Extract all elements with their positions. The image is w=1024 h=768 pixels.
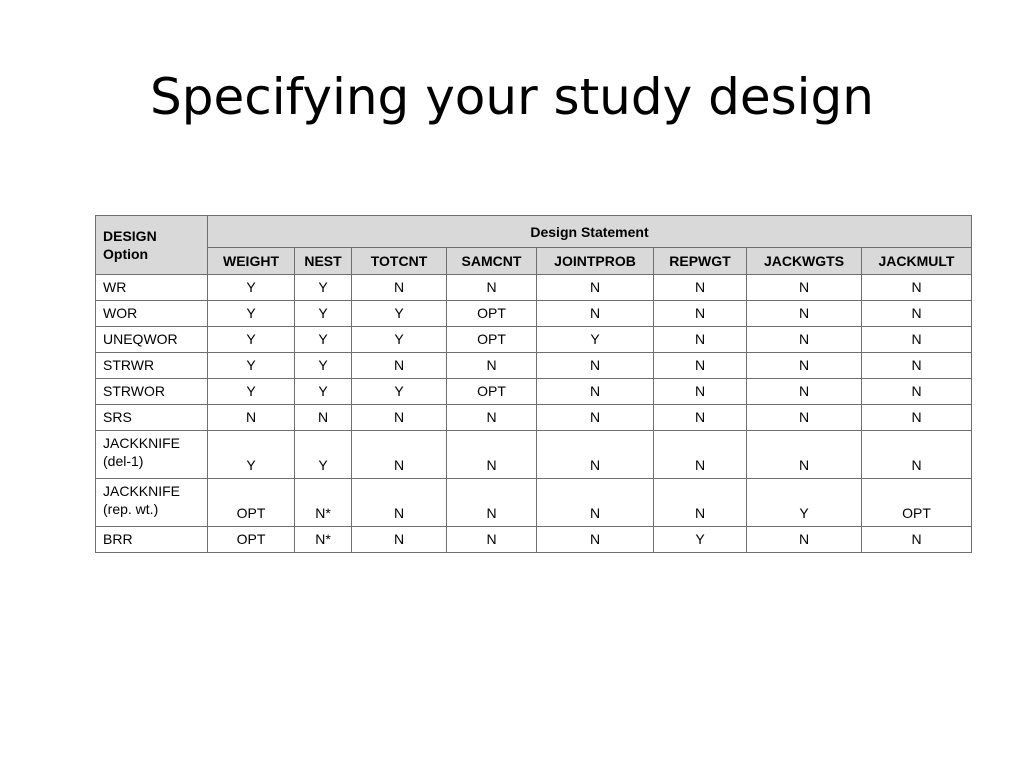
table-cell: N* — [295, 479, 352, 527]
table-cell: N — [654, 431, 747, 479]
header-group-row — [96, 216, 972, 248]
table-cell: Y — [537, 327, 654, 353]
table-cell: N — [447, 431, 537, 479]
row-label — [96, 275, 208, 301]
row-label-line: BRR — [103, 531, 133, 547]
table-cell: Y — [352, 327, 447, 353]
table-row — [96, 405, 972, 431]
table-cell: OPT — [208, 527, 295, 553]
table-cell: N — [654, 275, 747, 301]
table-cell: Y — [747, 479, 862, 527]
column-header-jackmult: JACKMULT — [862, 248, 972, 275]
table-header — [96, 216, 972, 275]
table-cell: N — [295, 405, 352, 431]
table-cell: N — [747, 379, 862, 405]
table-cell: OPT — [862, 479, 972, 527]
table-cell: N — [537, 353, 654, 379]
table-cell: N — [747, 327, 862, 353]
table-cell: N — [447, 405, 537, 431]
table-row — [96, 327, 972, 353]
slide-title: Specifying your study design — [150, 68, 874, 126]
design-statement-header: Design Statement — [208, 216, 972, 248]
table-cell: Y — [208, 327, 295, 353]
column-header-totcnt: TOTCNT — [352, 248, 447, 275]
table-cell: N — [537, 405, 654, 431]
table-cell: N — [352, 275, 447, 301]
table-cell: Y — [295, 327, 352, 353]
table-body — [96, 275, 972, 553]
column-header-nest: NEST — [295, 248, 352, 275]
table-cell: N — [654, 479, 747, 527]
row-label-line: JACKKNIFE — [103, 435, 181, 451]
table-cell: Y — [654, 527, 747, 553]
table-cell: N — [862, 353, 972, 379]
table-cell: Y — [208, 379, 295, 405]
table-row — [96, 275, 972, 301]
table-cell: N — [862, 431, 972, 479]
table-cell: Y — [208, 301, 295, 327]
row-label — [96, 353, 208, 379]
row-label-line: (del-1) — [103, 453, 144, 469]
column-header-jackwgts: JACKWGTS — [747, 248, 862, 275]
row-label — [96, 379, 208, 405]
row-label — [96, 327, 208, 353]
table-cell: N — [862, 275, 972, 301]
table-cell: N — [447, 527, 537, 553]
table-cell: Y — [295, 379, 352, 405]
row-label-line: SRS — [103, 409, 132, 425]
table-row — [96, 379, 972, 405]
table-cell: N — [537, 479, 654, 527]
row-label — [96, 431, 208, 479]
table-cell: N — [537, 379, 654, 405]
row-label-line: JACKKNIFE — [103, 483, 181, 499]
table-cell: N — [447, 275, 537, 301]
table-cell: N — [352, 405, 447, 431]
row-label-line: WOR — [103, 305, 138, 321]
table-cell: N — [352, 527, 447, 553]
column-header-row — [96, 248, 972, 275]
table-cell: N — [537, 301, 654, 327]
table-cell: N — [654, 301, 747, 327]
table-cell: Y — [352, 301, 447, 327]
table-cell: N — [747, 431, 862, 479]
table-row — [96, 527, 972, 553]
row-label — [96, 479, 208, 527]
column-header-samcnt: SAMCNT — [447, 248, 537, 275]
table-cell: N — [862, 327, 972, 353]
corner-header-line: Option — [103, 246, 149, 262]
table-cell: N — [747, 275, 862, 301]
table-cell: Y — [208, 431, 295, 479]
row-label — [96, 527, 208, 553]
table-cell: Y — [208, 275, 295, 301]
table-cell: N — [537, 527, 654, 553]
table-cell: N — [862, 301, 972, 327]
table-row — [96, 431, 972, 479]
column-header-weight: WEIGHT — [208, 248, 295, 275]
table-cell: N — [747, 353, 862, 379]
row-label-line: WR — [103, 279, 127, 295]
column-header-repwgt: REPWGT — [654, 248, 747, 275]
table-cell: Y — [295, 301, 352, 327]
table-cell: N — [654, 327, 747, 353]
row-label-line: STRWOR — [103, 383, 165, 399]
table-cell: N — [208, 405, 295, 431]
table-cell: N — [352, 479, 447, 527]
table-cell: OPT — [208, 479, 295, 527]
table-cell: N — [654, 405, 747, 431]
row-label-line: UNEQWOR — [103, 331, 178, 347]
row-label-line: (rep. wt.) — [103, 501, 159, 517]
table-cell: N — [862, 527, 972, 553]
row-label — [96, 405, 208, 431]
table-cell: N — [654, 379, 747, 405]
table-cell: N — [537, 431, 654, 479]
table-cell: N — [352, 353, 447, 379]
design-options-table — [95, 215, 972, 553]
table-cell: N — [747, 405, 862, 431]
table-cell: N — [654, 353, 747, 379]
corner-header — [96, 216, 208, 275]
table-cell: OPT — [447, 301, 537, 327]
table-cell: N — [447, 479, 537, 527]
table-cell: Y — [295, 275, 352, 301]
table-cell: N — [447, 353, 537, 379]
column-header-jointprob: JOINTPROB — [537, 248, 654, 275]
table-cell: OPT — [447, 327, 537, 353]
table-row — [96, 479, 972, 527]
table-cell: N* — [295, 527, 352, 553]
table-cell: Y — [295, 353, 352, 379]
table-cell: Y — [352, 379, 447, 405]
row-label-line: STRWR — [103, 357, 155, 373]
table-cell: N — [862, 405, 972, 431]
table-cell: N — [747, 301, 862, 327]
table-row — [96, 353, 972, 379]
table-cell: N — [352, 431, 447, 479]
table-cell: N — [862, 379, 972, 405]
table-row — [96, 301, 972, 327]
table-cell: Y — [208, 353, 295, 379]
row-label — [96, 301, 208, 327]
corner-header-line: DESIGN — [103, 228, 157, 244]
table-cell: N — [747, 527, 862, 553]
table-cell: N — [537, 275, 654, 301]
table-cell: OPT — [447, 379, 537, 405]
table-cell: Y — [295, 431, 352, 479]
